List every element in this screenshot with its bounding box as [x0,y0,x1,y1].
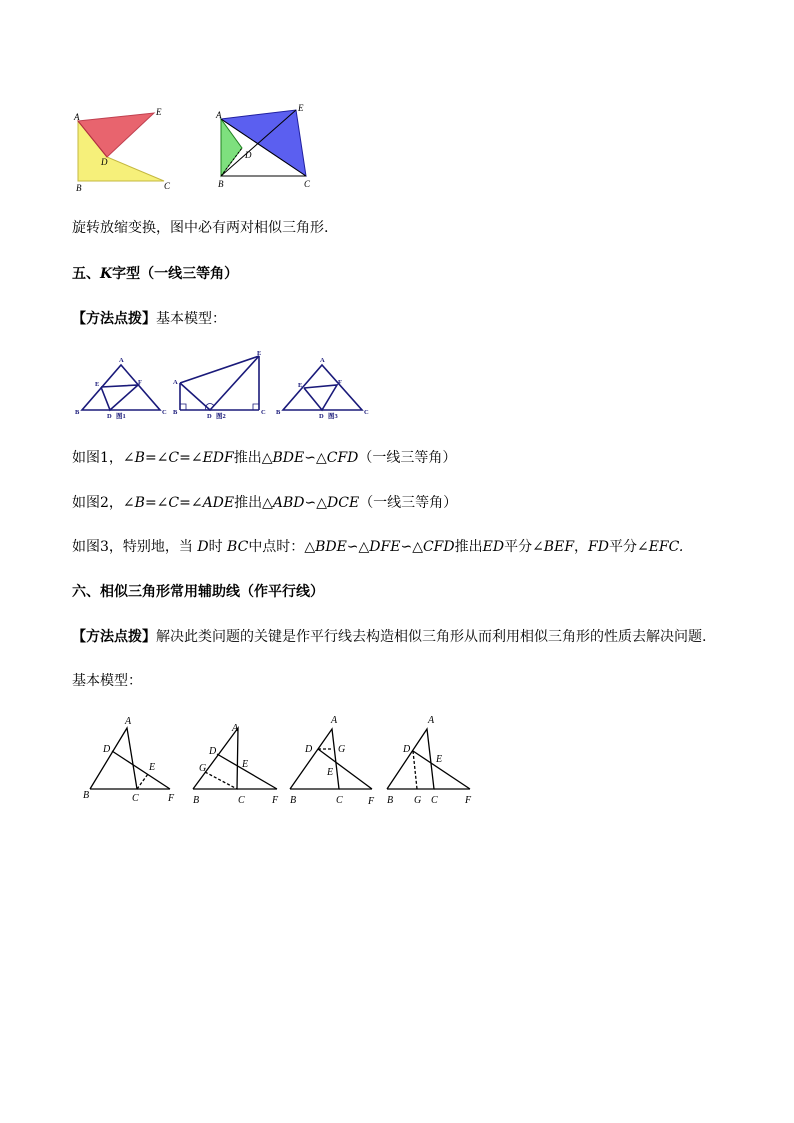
k3-label-C: C [364,409,369,416]
k1-label-A: A [119,357,124,364]
k2-label-D: D [207,413,212,420]
fig3-statement [72,537,683,557]
fig3-bc: BC [227,539,249,555]
p1-label-C: C [132,793,139,804]
para-rotation: 旋转放缩变换，图中必有两对相似三角形. [72,220,329,236]
p1-label-E: E [149,762,156,773]
label-E: E [298,103,304,113]
method-tip-2-bracket: 【方法点拨】 [72,629,156,645]
p3-label-B: B [290,795,297,806]
section-5-prefix: 五、 [72,266,100,282]
label-B: B [76,183,82,193]
k1-label-C: C [162,409,167,416]
p4-label-B: B [387,795,394,806]
basic-model-label: 基本模型： [72,673,142,689]
fig3-d: D [197,539,209,555]
fig2-angles: ∠B=∠C=∠ADE [122,495,235,511]
section-5-title: 字型（一线三等角） [112,266,239,282]
k3-label-D: D [319,413,324,420]
p1-label-A: A [125,716,132,727]
p4-label-A: A [428,715,435,726]
section-5-heading [72,264,238,284]
label-B: B [218,179,224,189]
p2-label-C: C [238,795,245,806]
k3-label-F: F [338,379,342,386]
k1-label-B: B [75,409,80,416]
fig3-angle-1: ∠BEF [532,539,575,555]
fig3-similar: △BDE∽△DFE∽△CFD [304,539,455,555]
fig3-t5: 平分 [608,539,637,555]
k1-caption: 图1 [116,413,126,420]
p2-label-F: F [272,795,279,806]
fig1-lead: 如图1， [72,450,123,466]
fig1-mid: 推出 [233,450,262,466]
k1-label-E: E [95,381,100,388]
fig3-ed: ED [482,539,505,555]
k2-label-B: B [173,409,178,416]
parallel-figures [72,710,492,812]
label-A: A [216,110,222,120]
fig3-t2: 中点时： [248,539,305,555]
rotation-left-diagram [73,107,171,193]
method-tip-2 [72,627,706,647]
label-D: D [245,150,252,160]
p1-label-B: B [83,790,90,801]
k1-label-F: F [138,379,142,386]
k3-caption: 图3 [328,413,338,420]
fig3-t3: 推出 [454,539,483,555]
k2-label-A: A [173,379,178,386]
fig1-similar: △BDE∽△CFD [261,450,359,466]
p2-label-G: G [199,763,207,774]
fig3-t1: 时 [208,539,228,555]
k2-label-C: C [261,409,266,416]
p4-label-D: D [403,744,411,755]
p4-label-E: E [436,754,443,765]
p4-label-G: G [414,795,422,806]
p3-label-D: D [305,744,313,755]
rotation-figure [72,102,332,194]
p3-label-C: C [336,795,343,806]
fig1-tail: （一线三等角） [358,450,457,466]
fig3-t4: 平分 [504,539,533,555]
k2-label-E: E [257,350,262,357]
k2-caption: 图2 [216,413,226,420]
fig3-angle-2: ∠EFC. [636,539,684,555]
method-tip-1-bracket: 【方法点拨】 [72,311,156,327]
section-5-k: K [100,266,113,282]
k1-label-D: D [107,413,112,420]
k-shape-figures [72,348,372,420]
fig2-mid: 推出 [234,495,263,511]
p2-label-B: B [193,795,200,806]
label-A: A [74,112,80,122]
p3-label-G: G [338,744,346,755]
section-6-heading: 六、相似三角形常用辅助线（作平行线） [72,584,324,600]
p3-label-A: A [331,715,338,726]
method-tip-2-text: 解决此类问题的关键是作平行线去构造相似三角形从而利用相似三角形的性质去解决问题. [156,629,707,645]
label-D: D [101,157,108,167]
p4-label-F: F [465,795,472,806]
p3-label-E: E [327,767,334,778]
p2-label-D: D [209,746,217,757]
label-E: E [156,107,162,117]
fig2-lead: 如图2， [72,495,123,511]
fig1-statement [72,448,456,468]
k3-label-B: B [276,409,281,416]
method-tip-1 [72,309,226,329]
label-C: C [304,179,311,189]
p1-label-F: F [168,793,175,804]
fig2-statement [72,493,457,513]
fig1-angles: ∠B=∠C=∠EDF [122,450,234,466]
p1-label-D: D [103,744,111,755]
k3-label-A: A [320,357,325,364]
label-C: C [164,181,171,191]
method-tip-1-text: 基本模型： [156,311,226,327]
p2-label-E: E [242,759,249,770]
fig2-similar: △ABD∽△DCE [262,495,360,511]
p4-label-C: C [431,795,438,806]
p2-label-A: A [232,723,239,734]
fig3-sep: ， [574,539,589,555]
k3-label-E: E [298,382,303,389]
fig3-fd: FD [588,539,609,555]
fig3-lead: 如图3，特别地，当 [72,539,198,555]
rotation-right-diagram [215,103,311,189]
fig2-tail: （一线三等角） [359,495,458,511]
p3-label-F: F [368,796,375,807]
